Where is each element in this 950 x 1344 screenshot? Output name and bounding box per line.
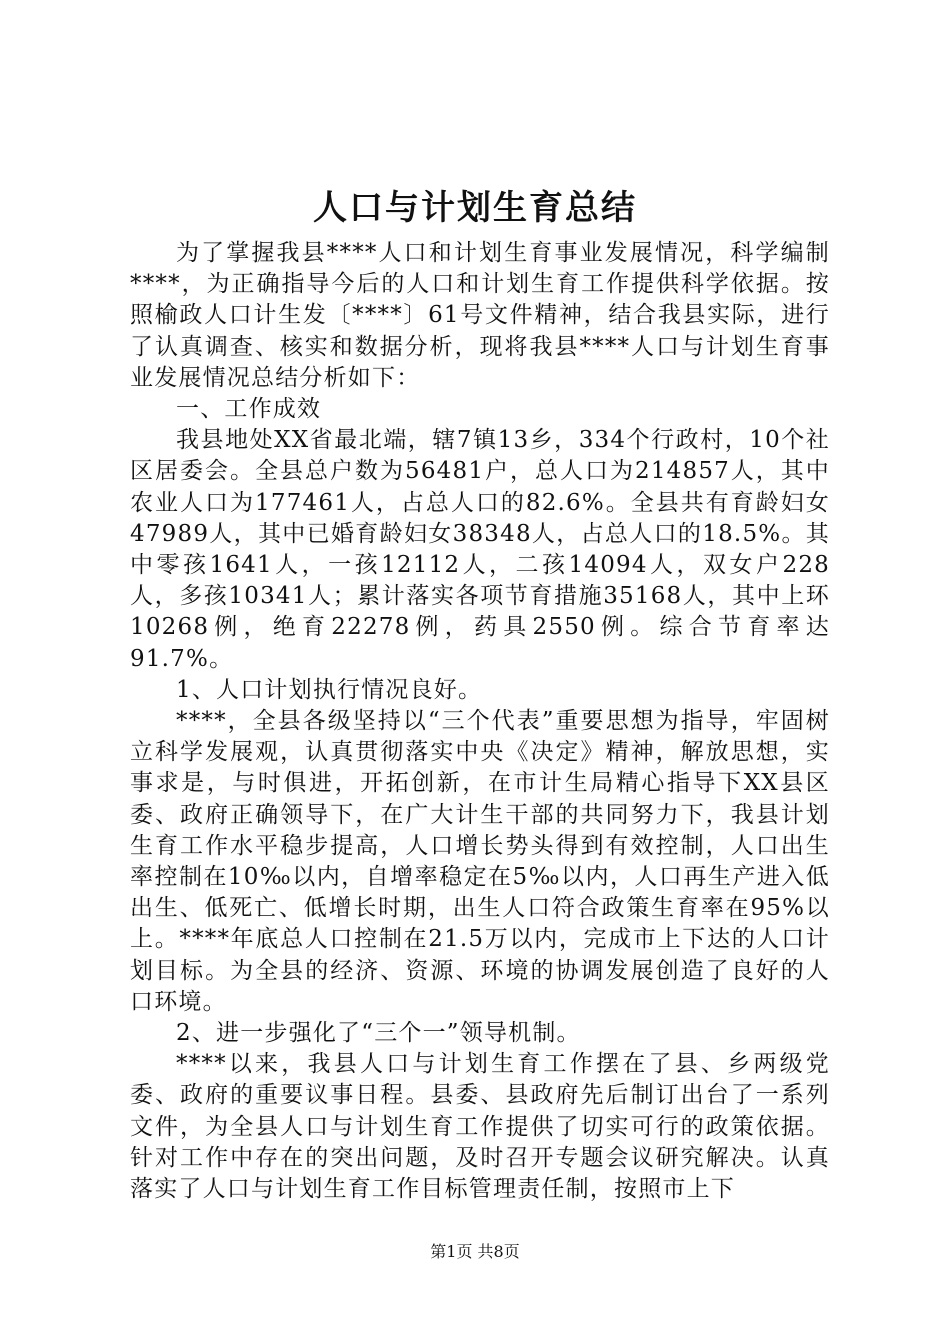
document-body	[130, 238, 830, 1205]
subheading-population-plan: 1、人口计划执行情况良好。	[176, 676, 483, 703]
page-footer: 第1页 共8页	[430, 1242, 520, 1261]
paragraph-leadership-mechanism: ****以来，我县人口与计划生育工作摆在了县、乡两级党委、政府的重要议事日程。县委、县政府先后制订出台了一系列文件，为全县人口与计划生育工作提供了切实可行的政策依据。针对工作中存在的突出问题，及时召开专题会议研究解决。认真落实了人口与计划生育工作目标管理责任制，按照市上下	[130, 1051, 830, 1203]
paragraph-intro: 为了掌握我县****人口和计划生育事业发展情况，科学编制****，为正确指导今后的人口和计划生育工作提供科学依据。按照榆政人口计生发〔****〕61号文件精神，结合我县实际，进行了认真调查、核实和数据分析，现将我县****人口与计划生育事业发展情况总结分析如下：	[130, 240, 830, 391]
section-heading-achievements: 一、工作成效	[176, 396, 322, 423]
subheading-leadership-mechanism: 2、进一步强化了“三个一”领导机制。	[176, 1020, 581, 1047]
paragraph-population-plan: ****，全县各级坚持以“三个代表”重要思想为指导，牢固树立科学发展观，认真贯彻落实中央《决定》精神，解放思想，实事求是，与时俱进，开拓创新，在市计生局精心指导下XX县区委、政府正确领导下，在广大计生干部的共同努力下，我县计划生育工作水平稳步提高，人口增长势头得到有效控制，人口出生率控制在10‰以内，自增率稳定在5‰以内，人口再生产进入低出生、低死亡、低增长时期，出生人口符合政策生育率在95%以上。****年底总人口控制在21.5万以内，完成市上下达的人口计划目标。为全县的经济、资源、环境的协调发展创造了良好的人口环境。	[130, 708, 830, 1015]
document-title: 人口与计划生育总结	[313, 188, 637, 228]
paragraph-county-overview: 我县地处XX省最北端，辖7镇13乡，334个行政村，10个社区居委会。全县总户数为56481户，总人口为214857人，其中农业人口为177461人，占总人口的82.6%。全县共有育龄妇女47989人，其中已婚育龄妇女38348人，占总人口的18.5%。其中零孩1641人，一孩12112人，二孩14094人，双女户228人，多孩10341人；累计落实各项节育措施35168人，其中上环10268例，绝育22278例，药具2550例。综合节育率达91.7%。	[130, 427, 830, 672]
